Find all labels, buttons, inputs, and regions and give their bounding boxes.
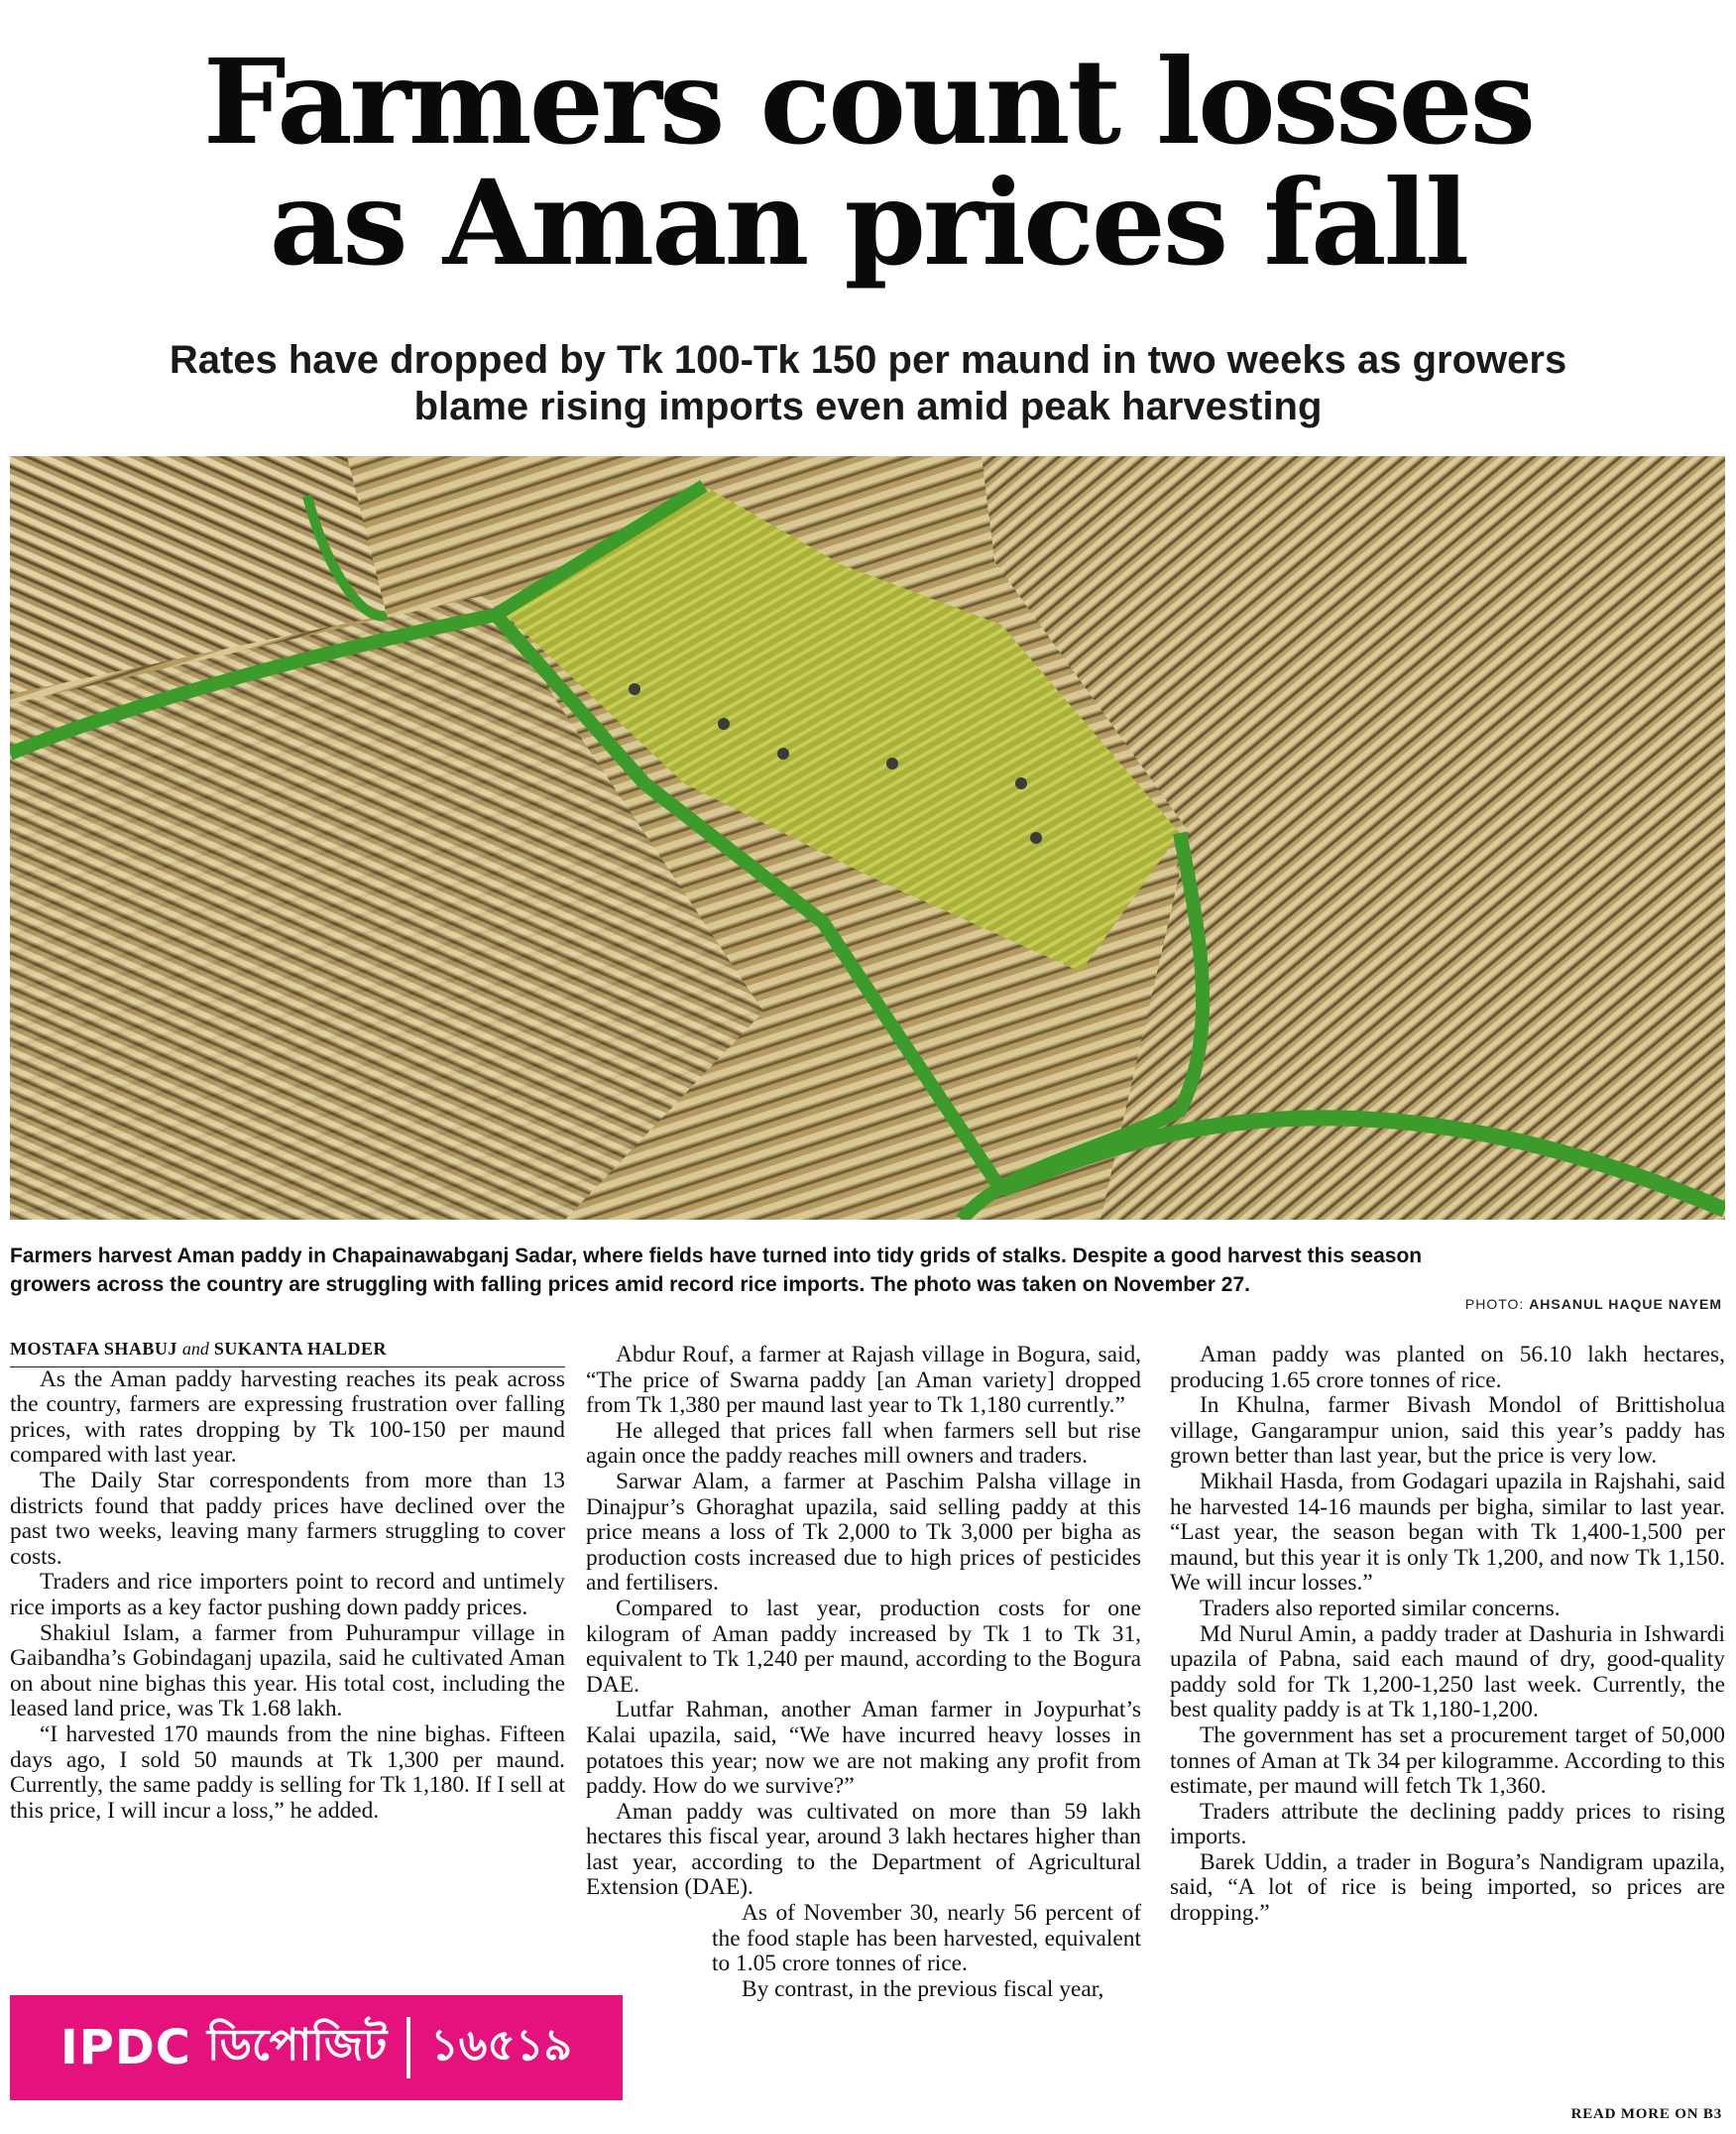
paragraph: The Daily Star correspondents from more than 13 districts found that paddy prices have declined over the past two weeks, leaving many farmers struggling to cover costs.	[10, 1467, 565, 1570]
paragraph: “I harvested 170 maunds from the nine bighas. Fifteen days ago, I sold 50 maunds at Tk 1,300 per maund. Currently, the same paddy is selling for Tk 1,180. If I sell at this price, I will incur a loss,” he added.	[10, 1720, 565, 1824]
article-column-3	[1170, 1343, 1725, 1927]
photo-credit-name: AHSANUL HAQUE NAYEM	[1529, 1296, 1722, 1312]
paragraph: Md Nurul Amin, a paddy trader at Dashuria in Ishwardi upazila of Pabna, said each maund of dry, good-quality paddy sold for Tk 1,200-1,250 last week. Currently, the best quality paddy is at Tk 1,180-1,200.	[1170, 1620, 1725, 1723]
photo-caption	[10, 1243, 1725, 1300]
subheadline-line-2: blame rising imports even amid peak harvesting	[413, 385, 1323, 429]
column-2-continuation	[586, 1901, 1141, 2002]
paragraph: Aman paddy was planted on 56.10 lakh hectares, producing 1.65 crore tonnes of rice.	[1170, 1342, 1725, 1393]
ipdc-deposit-advertisement[interactable]	[10, 1995, 623, 2100]
paragraph: Mikhail Hasda, from Godagari upazila in Rajshahi, said he harvested 14-16 maunds per bigha, similar to last year. “Last year, the season began with Tk 1,400-1,500 per maund, but this year it is only Tk 1,200, and now Tk 1,150. We will incur losses.”	[1170, 1468, 1725, 1597]
paragraph: As of November 30, nearly 56 percent of the food staple has been harvested, equivalent to 1.05 crore tonnes of rice.	[712, 1900, 1141, 1977]
paragraph: Aman paddy was cultivated on more than 59 lakh hectares this fiscal year, around 3 lakh hectares higher than last year, according to the Department of Agricultural Extension (DAE).	[586, 1798, 1141, 1901]
paragraph: Compared to last year, production costs for one kilogram of Aman paddy increased by Tk 1 to Tk 31, equivalent to Tk 1,240 per maund, according to the Bogura DAE.	[586, 1595, 1141, 1698]
ad-brand-logo: IPDC	[59, 2020, 192, 2075]
subheadline	[0, 337, 1736, 430]
subheadline-line-1: Rates have dropped by Tk 100-Tk 150 per maund in two weeks as growers	[169, 338, 1567, 382]
article-column-1	[10, 1337, 565, 1824]
byline-conjunction: and	[181, 1339, 209, 1359]
ad-product-word: ডিপোজিট	[207, 2019, 388, 2071]
paragraph: Shakiul Islam, a farmer from Puhurampur village in Gaibandha’s Gobindaganj upazila, said he cultivated Aman on about nine bighas this year. His total cost, including the leased land price, was Tk 1.68 lakh.	[10, 1619, 565, 1722]
paragraph: Lutfar Rahman, another Aman farmer in Joypurhat’s Kalai upazila, said, “We have incurred heavy losses in potatoes this year; now we are not making any profit from paddy. How do we survive?”	[586, 1697, 1141, 1800]
paragraph: The government has set a procurement target of 50,000 tonnes of Aman at Tk 34 per kilogramme. According to this estimate, per maund will fetch Tk 1,360.	[1170, 1721, 1725, 1800]
paragraph: Traders attribute the declining paddy prices to rising imports.	[1170, 1798, 1725, 1850]
paragraph: As the Aman paddy harvesting reaches its peak across the country, farmers are expressing frustration over falling prices, with rates dropping by Tk 100-150 per maund compared with last year.	[10, 1365, 565, 1469]
paragraph: Abdur Rouf, a farmer at Rajash village in Bogura, said, “The price of Swarna paddy [an Aman variety] dropped from Tk 1,380 per maund last year to Tk 1,180 currently.”	[586, 1342, 1141, 1419]
byline	[10, 1337, 565, 1367]
byline-author-1: MOSTAFA SHABUJ	[10, 1339, 177, 1359]
photo-caption-text: Farmers harvest Aman paddy in Chapainawabganj Sadar, where fields have turned into tidy grids of stalks. Despite a good harvest this season growers across the country are struggling with falling prices amid record rice imports. The photo was taken on November 27.	[10, 1245, 1423, 1296]
paragraph: By contrast, in the previous fiscal year,	[742, 1975, 1104, 2002]
lead-photo	[10, 456, 1725, 1220]
ad-hotline-number: ১৬৫১৯	[430, 2019, 573, 2071]
byline-author-2: SUKANTA HALDER	[213, 1339, 388, 1359]
headline-line-1: Farmers count losses	[202, 33, 1534, 171]
paragraph: Traders and rice importers point to record and untimely rice imports as a key factor pushing down paddy prices.	[10, 1569, 565, 1620]
ad-divider	[406, 2017, 410, 2078]
paragraph: Traders also reported similar concerns.	[1200, 1595, 1561, 1621]
photo-credit	[1465, 1296, 1722, 1312]
headline-line-2: as Aman prices fall	[269, 153, 1467, 292]
aerial-field-illustration	[10, 456, 1725, 1220]
paragraph: In Khulna, farmer Bivash Mondol of Brittisholua village, Gangarampur union, said this year’s paddy has grown better than last year, but the price is very low.	[1170, 1392, 1725, 1470]
photo-credit-label: PHOTO:	[1464, 1296, 1525, 1312]
paragraph: Sarwar Alam, a farmer at Paschim Palsha village in Dinajpur’s Ghoraghat upazila, said selling paddy at this price means a loss of Tk 2,000 to Tk 3,000 per bigha as production costs increased due to high prices of pesticides and fertilisers.	[586, 1468, 1141, 1597]
article-column-2	[586, 1343, 1141, 2002]
paragraph: He alleged that prices fall when farmers sell but rise again once the paddy reaches mill owners and traders.	[586, 1417, 1141, 1470]
read-more-jump: READ MORE ON B3	[1570, 2106, 1722, 2122]
paragraph: Barek Uddin, a trader in Bogura’s Nandigram upazila, said, “A lot of rice is being imported, so prices are dropping.”	[1170, 1848, 1725, 1927]
headline	[0, 33, 1736, 292]
